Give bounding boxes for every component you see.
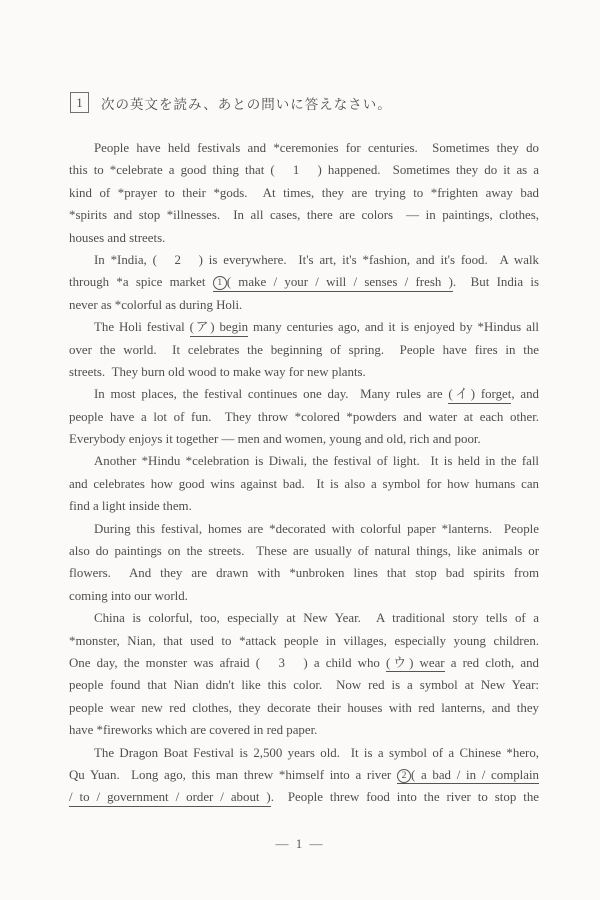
passage-text: people wear new red clothes, they decorate their houses with red lanterns, and they [69, 700, 539, 715]
passage-text: . But India is [452, 275, 539, 290]
passage-text: streets. They burn old wood to make way for new plants. [69, 364, 366, 379]
passage-line [69, 159, 539, 181]
passage-container [69, 137, 539, 809]
passage-line [69, 742, 539, 764]
underlined-phrase: (イ) forget [448, 387, 512, 402]
passage-line [69, 473, 539, 495]
passage-line [69, 182, 539, 204]
passage-line [69, 607, 539, 629]
passage-text: find a light inside them. [69, 499, 192, 514]
underlined-phrase: ( make / your / will / senses / fresh ) [226, 275, 453, 290]
passage-text: , and [511, 387, 540, 402]
passage-line [69, 540, 539, 562]
underline-span [448, 387, 511, 404]
passage-line [69, 518, 539, 540]
underlined-phrase: / to / government / order / about ) [69, 790, 271, 805]
passage-line [69, 249, 539, 271]
page-number: — 1 — [275, 836, 325, 851]
underline-span [397, 768, 411, 785]
passage-line [69, 719, 539, 741]
passage-line [69, 361, 539, 383]
passage-text: a red cloth, and [444, 655, 539, 670]
passage-line [69, 316, 539, 338]
passage-text: through *a spice market [69, 275, 213, 290]
underline-span [190, 320, 248, 337]
passage-line [69, 227, 539, 249]
underlined-phrase: ( a bad / in / complain [410, 767, 539, 782]
passage-line [69, 630, 539, 652]
passage-line [69, 652, 539, 674]
passage-text: never as *colorful as during Holi. [69, 297, 243, 312]
passage-text: many centuries ago, and it is enjoyed by *Hindus all [248, 320, 539, 335]
underline-span [213, 275, 227, 292]
passage-text: The Holi festival [94, 320, 190, 335]
passage-line [69, 428, 539, 450]
passage-text: coming into our world. [69, 588, 188, 603]
passage-line [69, 383, 539, 405]
passage-line [69, 786, 539, 808]
passage-text: this to *celebrate a good thing that ( 1 ) happened. Sometimes they do it as a [69, 163, 539, 178]
passage-line [69, 585, 539, 607]
passage-text: One day, the monster was afraid ( 3 ) a child who [69, 655, 387, 670]
passage-line [69, 562, 539, 584]
passage-line [69, 406, 539, 428]
passage-line [69, 764, 539, 786]
passage-line [69, 674, 539, 696]
passage-line [69, 294, 539, 316]
circled-number: 1 [213, 276, 227, 290]
passage-line [69, 495, 539, 517]
passage-text: . People threw food into the river to stop the [270, 790, 539, 805]
passage-line [69, 697, 539, 719]
passage-text: people have a lot of fun. They throw *colored *powders and water at each other. [69, 409, 539, 424]
passage-text: During this festival, homes are *decorated with colorful paper *lanterns. People [94, 521, 539, 536]
passage-text: Qu Yuan. Long ago, this man threw *himself into a river [69, 767, 397, 782]
underline-span [227, 275, 453, 292]
passage-text: people found that Nian didn't like this color. Now red is a symbol at New Year: [69, 678, 539, 693]
underlined-phrase: (ア) begin [189, 320, 249, 335]
instruction-text: 次の英文を読み、あとの問いに答えなさい。 [101, 96, 392, 112]
passage-line [69, 271, 539, 293]
passage-line [69, 137, 539, 159]
passage-text: People have held festivals and *ceremonies for centuries. Sometimes they do [94, 141, 539, 155]
passage-text: houses and streets. [69, 230, 166, 245]
question-number-box: 1 [70, 92, 89, 113]
passage-text: flowers. And they are drawn with *unbroken lines that stop bad spirits from [69, 566, 539, 581]
passage-text: Another *Hindu *celebration is Diwali, the festival of light. It is held in the fall [94, 454, 539, 469]
passage-text: China is colorful, too, especially at New Year. A traditional story tells of a [94, 611, 539, 626]
circled-number: 2 [397, 769, 411, 783]
passage-line [69, 204, 539, 226]
passage-text: *monster, Nian, that used to *attack people in villages, especially young children. [69, 633, 539, 648]
passage-text: kind of *prayer to their *gods. At times, they are trying to *frighten away bad [69, 185, 539, 200]
passage-text: Everybody enjoys it together — men and women, young and old, rich and poor. [69, 432, 481, 447]
passage-text: The Dragon Boat Festival is 2,500 years old. It is a symbol of a Chinese *hero, [94, 745, 539, 760]
underline-span [386, 656, 445, 673]
question-header [70, 92, 392, 113]
underlined-phrase: (ウ) wear [386, 655, 445, 670]
passage-text: In most places, the festival continues one day. Many rules are [94, 387, 449, 402]
passage-text: In *India, ( 2 ) is everywhere. It's art, it's *fashion, and it's food. A walk [94, 252, 539, 267]
underline-span [411, 768, 539, 785]
underline-span [69, 790, 271, 807]
passage-text: also do paintings on the streets. These are usually of natural things, like animals or [69, 544, 539, 559]
passage-line [69, 450, 539, 472]
passage-text: over the world. It celebrates the beginning of spring. People have fires in the [69, 342, 539, 357]
passage-line [69, 339, 539, 361]
passage-text: and celebrates how good wins against bad. It is also a symbol for how humans can [69, 476, 539, 491]
passage-text: have *fireworks which are covered in red paper. [69, 723, 318, 738]
passage-text: *spirits and stop *illnesses. In all cases, there are colors — in paintings, clothes, [69, 208, 539, 223]
